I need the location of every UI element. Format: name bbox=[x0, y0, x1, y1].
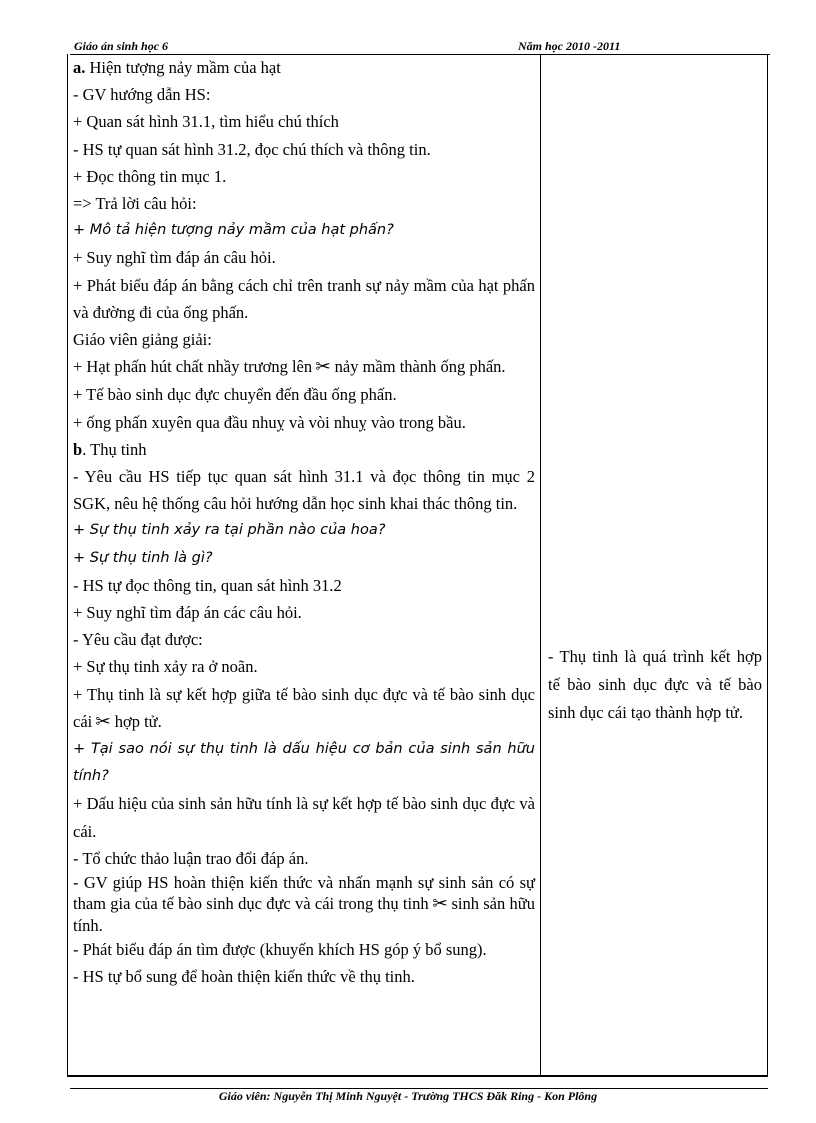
question-line: + Tại sao nói sự thụ tinh là dấu hiệu cơ bản của sinh sản hữu tính? bbox=[73, 741, 535, 785]
text-line: Giáo viên giảng giải: bbox=[73, 330, 212, 350]
text-line: - Tổ chức thảo luận trao đổi đáp án. bbox=[73, 848, 309, 868]
text-line: => Trả lời câu hỏi: bbox=[73, 194, 197, 214]
right-column-content: - Thụ tinh là quá trình kết hợp tế bào sinh dục đực và tế bào sinh dục cái tạo thành hợp tử. bbox=[548, 647, 762, 722]
left-column-activities bbox=[73, 54, 535, 991]
text-line bbox=[73, 872, 535, 936]
page-header bbox=[70, 38, 770, 55]
scissors-arrow-icon: ✂ bbox=[315, 357, 332, 378]
text-line: - HS tự đọc thông tin, quan sát hình 31.2 bbox=[73, 575, 342, 595]
section-b-heading bbox=[73, 436, 535, 463]
text-line: + Đọc thông tin mục 1. bbox=[73, 166, 227, 186]
text-line: - Yêu cầu HS tiếp tục quan sát hình 31.1 và đọc thông tin mục 2 SGK, nêu hệ thống câu hỏi hướng dẫn học sinh khai thác thông tin. bbox=[73, 467, 535, 514]
section-a-title: Hiện tượng nảy mầm của hạt bbox=[85, 58, 281, 77]
text-line: + Sự thụ tinh xảy ra ở noãn. bbox=[73, 657, 258, 677]
question-line: + Sự thụ tinh xảy ra tại phần nào của hoa? bbox=[73, 522, 386, 539]
section-b-title: . Thụ tinh bbox=[82, 439, 147, 459]
question-line: + Sự thụ tinh là gì? bbox=[73, 549, 213, 566]
column-divider bbox=[540, 54, 541, 1075]
text-fragment: sinh sản hữu tính. bbox=[73, 894, 535, 936]
section-a-label: a. bbox=[73, 58, 86, 77]
text-line: + Suy nghĩ tìm đáp án các câu hỏi. bbox=[73, 603, 302, 623]
text-line: - Yêu cầu đạt được: bbox=[73, 630, 203, 650]
text-line: - HS tự quan sát hình 31.2, đọc chú thích và thông tin. bbox=[73, 139, 431, 159]
text-line: + Phát biểu đáp án bằng cách chỉ trên tranh sự nảy mầm của hạt phấn và đường đi của ống phấn. bbox=[73, 275, 535, 322]
text-line: + Tế bào sinh dục đực chuyển đến đầu ống phấn. bbox=[73, 385, 397, 405]
scissors-arrow-icon: ✂ bbox=[95, 711, 112, 732]
question-line: + Mô tả hiện tượng nảy mầm của hạt phấn? bbox=[73, 222, 394, 239]
lesson-table bbox=[67, 54, 768, 1077]
text-fragment: hợp tử. bbox=[110, 711, 162, 731]
header-school-year: Năm học 2010 -2011 bbox=[518, 39, 621, 53]
text-line bbox=[73, 353, 535, 381]
text-fragment: + Hạt phấn hút chất nhầy trương lên bbox=[73, 357, 317, 377]
text-line bbox=[73, 681, 535, 736]
text-line: + Quan sát hình 31.1, tìm hiểu chú thích bbox=[73, 112, 339, 132]
page-footer: Giáo viên: Nguyễn Thị Minh Nguyệt - Trường THCS Đăk Ring - Kon Plông bbox=[218, 1089, 598, 1103]
text-line: + ống phấn xuyên qua đầu nhuỵ và vòi nhuỵ vào trong bầu. bbox=[73, 412, 466, 432]
text-fragment: + Thụ tinh là sự kết hợp giữa tế bào sinh dục đực và tế bào sinh dục cái bbox=[73, 684, 535, 731]
text-fragment: nảy mầm thành ống phấn. bbox=[330, 357, 506, 377]
scissors-arrow-icon: ✂ bbox=[432, 894, 448, 915]
text-line: + Dấu hiệu của sinh sản hữu tính là sự kết hợp tế bào sinh dục đực và cái. bbox=[73, 794, 535, 841]
text-line: - Phát biểu đáp án tìm được (khuyến khích HS góp ý bổ sung). bbox=[73, 940, 487, 960]
text-fragment: - GV giúp HS hoàn thiện kiến thức và nhấn mạnh sự sinh sản có sự tham gia của tế bào sinh dục đực và cái trong thụ tinh bbox=[73, 873, 535, 914]
header-subject: Giáo án sinh học 6 bbox=[74, 39, 169, 53]
section-a-heading bbox=[73, 54, 535, 81]
text-line: + Suy nghĩ tìm đáp án câu hỏi. bbox=[73, 248, 276, 268]
text-line: - HS tự bổ sung để hoàn thiện kiến thức về thụ tinh. bbox=[73, 967, 415, 987]
section-b-label: b bbox=[73, 439, 83, 459]
text-line: - GV hướng dẫn HS: bbox=[73, 85, 211, 105]
